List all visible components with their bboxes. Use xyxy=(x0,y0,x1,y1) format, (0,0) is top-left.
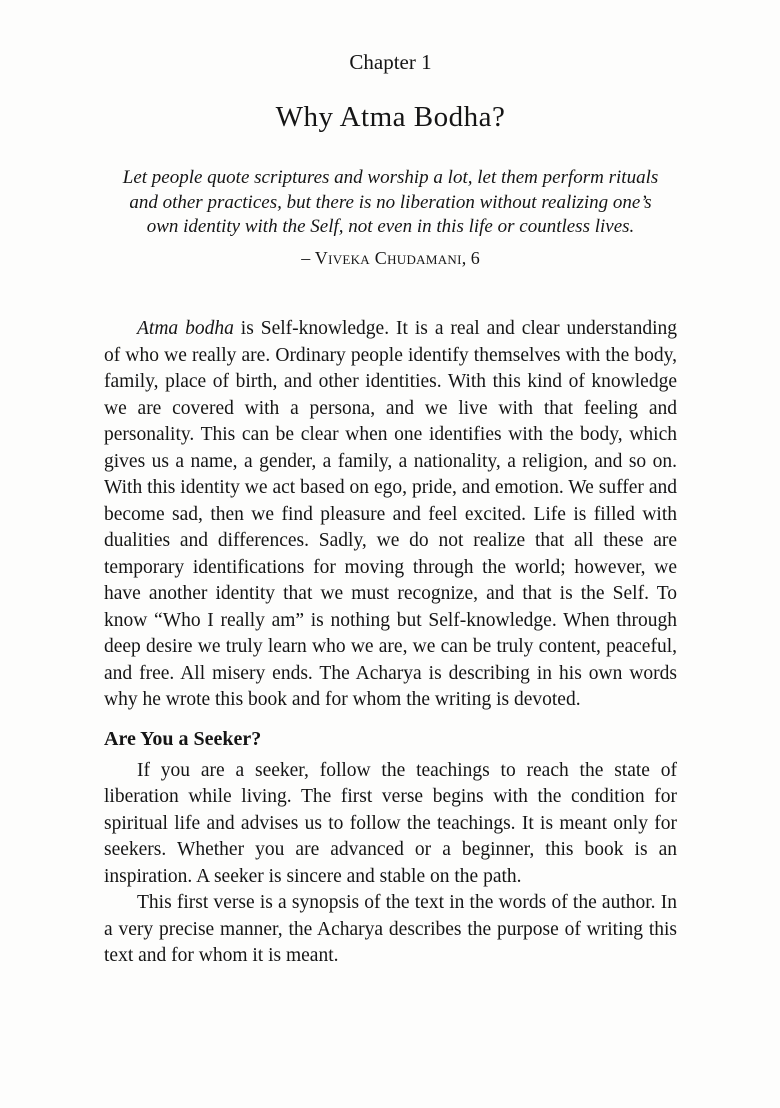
epigraph-attribution xyxy=(118,246,663,271)
attribution-number: , 6 xyxy=(461,247,480,268)
section-heading-are-you-a-seeker: Are You a Seeker? xyxy=(104,727,262,750)
body-text xyxy=(104,316,677,970)
attribution-dash: – xyxy=(301,247,315,268)
paragraph-1-lead-term: Atma bodha xyxy=(137,318,234,339)
paragraph-1 xyxy=(104,316,677,714)
epigraph-quote: Let people quote scriptures and worship a lot, let them perform rituals and other practices, but there is no liberation without realizing one’s own identity with the Self, not even in this life or countless lives. xyxy=(122,167,659,237)
chapter-label: Chapter 1 xyxy=(349,50,432,74)
paragraph-2: If you are a seeker, follow the teachings to reach the state of liberation while living. The first verse begins with the condition for spiritual life and advises us to follow the teachings. It is meant only for seekers. Whether you are advanced or a beginner, this book is an inspiration. A seeker is sincere and stable on the path. xyxy=(104,759,677,887)
paragraph-1-text: is Self-knowledge. It is a real and clear understanding of who we really are. Ordinary people identify themselves with the body, family, place of birth, and other identities. With this kind of knowledge we are covered with a persona, and we live with that feeling and personality. This can be clear when one identifies with the body, which gives us a name, a gender, a family, a nationality, a religion, and so on. With this identity we act based on ego, pride, and emotion. We suffer and become sad, then we find pleasure and feel excited. Life is filled with dualities and differences. Sadly, we do not realize that all these are temporary identifications for moving through the world; however, we have another identity that we must recognize, and that is the Self. To know “Who I really am” is nothing but Self-knowledge. When through deep desire we truly learn who we are, we can be truly content, peaceful, and free. All misery ends. The Acharya is describing in his own words why he wrote this book and for whom the writing is devoted. xyxy=(104,318,677,710)
paragraph-3: This first verse is a synopsis of the text in the words of the author. In a very precise manner, the Acharya describes the purpose of writing this text and for whom it is meant. xyxy=(104,892,677,966)
epigraph xyxy=(118,166,663,270)
chapter-title: Why Atma Bodha? xyxy=(275,101,506,133)
attribution-source: Viveka Chudamani xyxy=(314,247,462,268)
